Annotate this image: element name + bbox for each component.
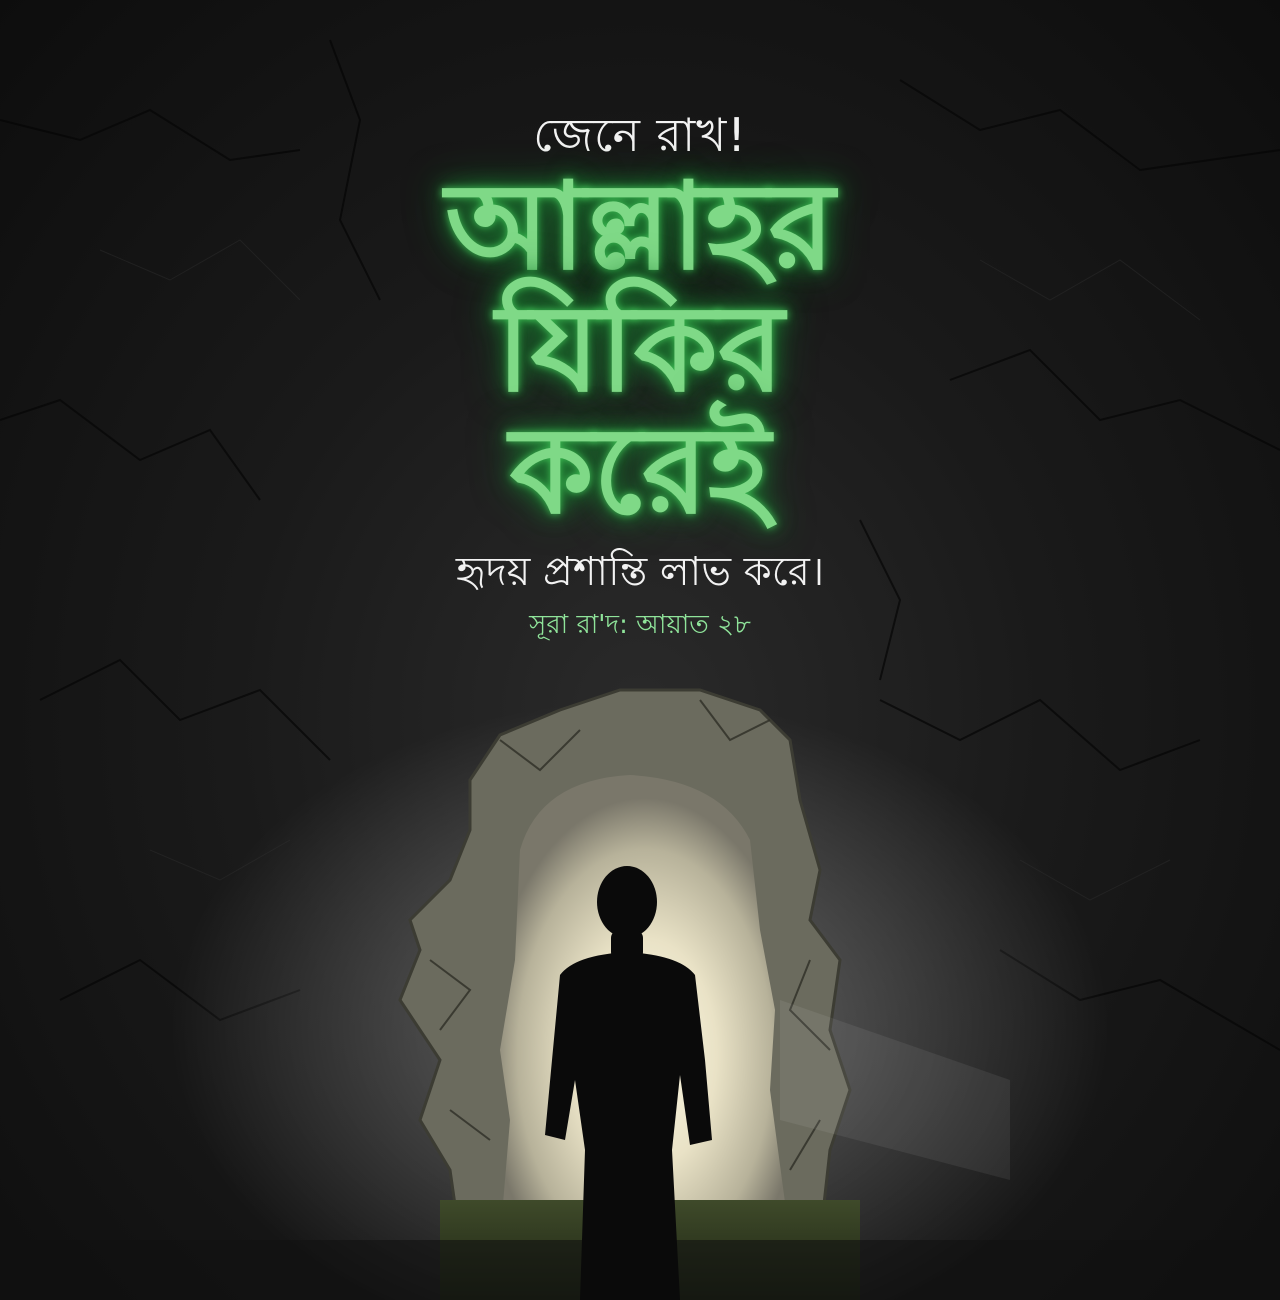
subtitle-text: হৃদয় প্রশান্তি লাভ করে। xyxy=(455,549,825,595)
quote-block xyxy=(0,105,1280,643)
verse-reference: সূরা রা'দ: আয়াত ২৮ xyxy=(529,610,751,640)
headline-line-2: যিকির xyxy=(496,280,784,419)
intro-text: জেনে রাখ! xyxy=(533,108,747,162)
headline-line-3: করেই xyxy=(509,402,771,541)
headline-line-1: আল্লাহর xyxy=(445,158,835,297)
